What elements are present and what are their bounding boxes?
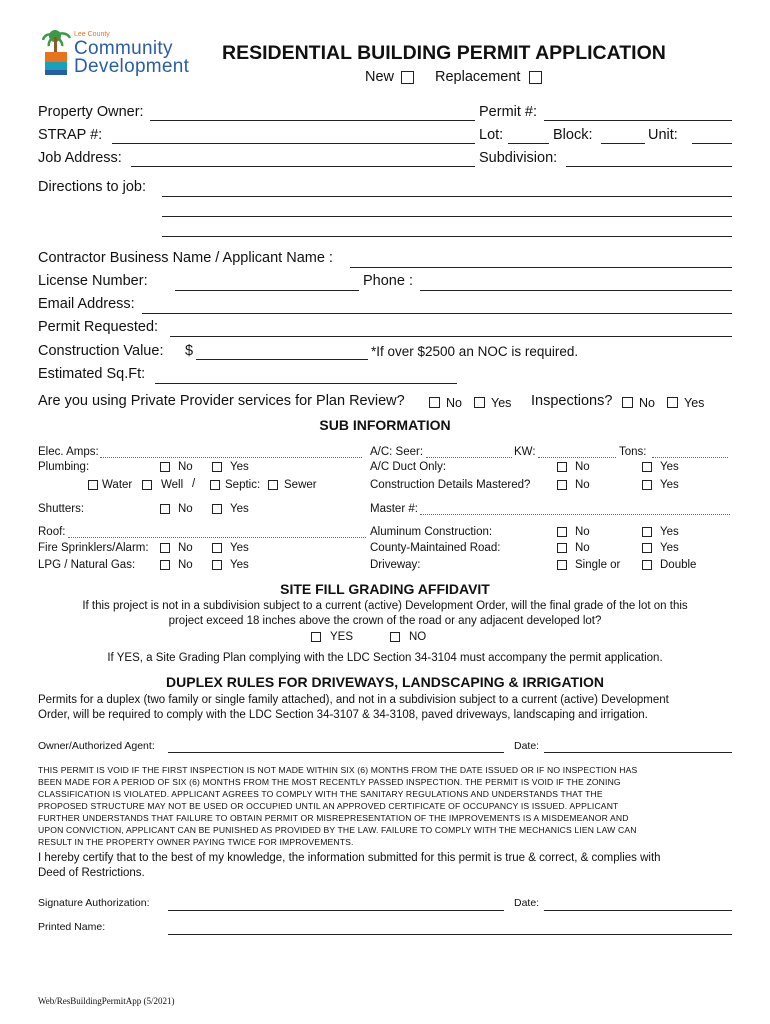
permit-void-notice xyxy=(38,764,732,848)
private-provider-question: Are you using Private Provider services for Plan Review? xyxy=(38,393,405,409)
private-provider-no-checkbox[interactable] xyxy=(429,397,440,408)
printed-name-label: Printed Name: xyxy=(38,921,106,933)
signature-field[interactable] xyxy=(168,910,504,911)
contractor-field[interactable] xyxy=(350,267,732,268)
elec-amps-field[interactable] xyxy=(100,457,362,458)
shutters-yes-checkbox[interactable] xyxy=(212,504,222,514)
site-fill-yes-label: YES xyxy=(330,631,354,643)
signature-date-label: Date: xyxy=(514,897,540,909)
well-label: Well xyxy=(161,479,184,491)
county-road-no-checkbox[interactable] xyxy=(557,543,567,553)
tons-label: Tons: xyxy=(619,446,647,458)
certify-line1: I hereby certify that to the best of my knowledge, the information submitted for this permit is true & correct, & complies with xyxy=(38,852,661,864)
contractor-label: Contractor Business Name / Applicant Name : xyxy=(38,250,333,266)
aluminum-no-checkbox[interactable] xyxy=(557,527,567,537)
lee-county-logo xyxy=(40,28,190,78)
notice-line: THIS PERMIT IS VOID IF THE FIRST INSPECTION IS NOT MADE WITHIN SIX (6) MONTHS FROM THE DATE ISSUED OR IF NO INSPECTION HAS xyxy=(38,765,638,775)
site-fill-no-checkbox[interactable] xyxy=(390,632,400,642)
driveway-single-checkbox[interactable] xyxy=(557,560,567,570)
fire-sprinklers-label: Fire Sprinklers/Alarm: xyxy=(38,542,149,554)
footer-form-id: Web/ResBuildingPermitApp (5/2021) xyxy=(38,996,175,1006)
ac-duct-no-checkbox[interactable] xyxy=(557,462,567,472)
roof-label: Roof: xyxy=(38,526,66,538)
replacement-label: Replacement xyxy=(435,69,521,85)
directions-label: Directions to job: xyxy=(38,179,146,195)
shutters-yes-label: Yes xyxy=(230,503,249,515)
private-provider-no-label: No xyxy=(446,396,462,410)
site-fill-heading: SITE FILL GRADING AFFIDAVIT xyxy=(280,581,490,597)
aluminum-label: Aluminum Construction: xyxy=(370,526,493,538)
duplex-line1: Permits for a duplex (two family or single family attached), and not in a subdivision subject to a current (active) Development xyxy=(38,694,669,706)
well-checkbox[interactable] xyxy=(142,480,152,490)
ac-duct-yes-label: Yes xyxy=(660,461,679,473)
unit-label: Unit: xyxy=(648,127,678,143)
notice-line: CLASSIFICATION IS VIOLATED. APPLICANT AGREES TO COMPLY WITH THE SANITARY REGULATIONS AND UNDERSTANDS THAT THE xyxy=(38,789,603,799)
driveway-double-checkbox[interactable] xyxy=(642,560,652,570)
notice-line: RESULT IN THE PROPERTY OWNER PAYING TWICE FOR IMPROVEMENTS. xyxy=(38,837,354,847)
permit-requested-field[interactable] xyxy=(170,336,732,337)
signature-date-field[interactable] xyxy=(544,910,732,911)
driveway-label: Driveway: xyxy=(370,559,421,571)
construction-value-label: Construction Value: xyxy=(38,343,164,359)
dollar-sign: $ xyxy=(185,343,194,359)
ac-seer-label: A/C: Seer: xyxy=(370,446,424,458)
sqft-field[interactable] xyxy=(155,383,457,384)
site-fill-question-line1: If this project is not in a subdivision subject to a current (active) Development Order, will the final grade of the lot on this xyxy=(82,600,688,612)
notice-line: UPON CONVICTION, APPLICANT CAN BE PUNISHED AS PROVIDED BY THE LAW. FAILURE TO COMPLY WITH THE MECHANICS LIEN LAW CAN xyxy=(38,825,637,835)
directions-field-2[interactable] xyxy=(162,216,732,217)
notice-line: BEEN MADE FOR A PERIOD OF SIX (6) MONTHS FROM THE MOST RECENTLY PASSED INSPECTION. THE PERMIT IS VOID IF THE ZONING xyxy=(38,777,621,787)
email-field[interactable] xyxy=(142,313,732,314)
notice-line: PROPOSED STRUCTURE MAY NOT BE USED OR OCCUPIED UNTIL AN APPROVED CERTIFICATE OF OCCUPANCY IS ISSUED. APPLICANT xyxy=(38,801,619,811)
construction-value-field[interactable] xyxy=(196,359,368,360)
construction-details-label: Construction Details Mastered? xyxy=(370,479,531,491)
construction-details-no-checkbox[interactable] xyxy=(557,480,567,490)
page-title: RESIDENTIAL BUILDING PERMIT APPLICATION xyxy=(222,42,666,64)
kw-field[interactable] xyxy=(538,457,616,458)
county-road-yes-label: Yes xyxy=(660,542,679,554)
lpg-label: LPG / Natural Gas: xyxy=(38,559,136,571)
directions-field-1[interactable] xyxy=(162,196,732,197)
block-label: Block: xyxy=(553,127,593,143)
duplex-line2: Order, will be required to comply with the LDC Section 34-3107 & 34-3108, paved driveways, landscaping and irrigation. xyxy=(38,709,648,721)
lpg-no-checkbox[interactable] xyxy=(160,560,170,570)
inspections-no-label: No xyxy=(639,396,655,410)
replacement-checkbox[interactable] xyxy=(529,71,542,84)
directions-field-3[interactable] xyxy=(162,236,732,237)
site-fill-no-label: NO xyxy=(409,631,427,643)
fire-sprinklers-yes-label: Yes xyxy=(230,542,249,554)
construction-details-yes-checkbox[interactable] xyxy=(642,480,652,490)
job-address-label: Job Address: xyxy=(38,150,122,166)
strap-field[interactable] xyxy=(112,143,475,144)
plumbing-yes-label: Yes xyxy=(230,461,249,473)
logo-tag: Lee County xyxy=(74,31,110,38)
lpg-yes-checkbox[interactable] xyxy=(212,560,222,570)
county-road-no-label: No xyxy=(575,542,590,554)
noc-note: *If over $2500 an NOC is required. xyxy=(371,344,579,359)
property-owner-field[interactable] xyxy=(150,120,475,121)
driveway-double-label: Double xyxy=(660,559,697,571)
fire-sprinklers-no-label: No xyxy=(178,542,193,554)
subdivision-field[interactable] xyxy=(566,166,732,167)
subdivision-label: Subdivision: xyxy=(479,150,558,166)
site-fill-yes-checkbox[interactable] xyxy=(311,632,321,642)
fire-sprinklers-no-checkbox[interactable] xyxy=(160,543,170,553)
roof-field[interactable] xyxy=(68,537,366,538)
phone-field[interactable] xyxy=(420,290,732,291)
inspections-yes-checkbox[interactable] xyxy=(667,397,678,408)
kw-label: KW: xyxy=(514,446,536,458)
master-field[interactable] xyxy=(420,514,730,515)
aluminum-no-label: No xyxy=(575,526,590,538)
permit-no-field[interactable] xyxy=(544,120,732,121)
tons-field[interactable] xyxy=(652,457,728,458)
ac-duct-yes-checkbox[interactable] xyxy=(642,462,652,472)
phone-label: Phone : xyxy=(363,273,413,289)
water-label: Water xyxy=(102,479,133,491)
shutters-label: Shutters: xyxy=(38,503,85,515)
inspections-question: Inspections? xyxy=(531,393,613,409)
water-sewer-separator: / xyxy=(192,478,196,490)
site-fill-note: If YES, a Site Grading Plan complying with the LDC Section 34-3104 must accompany the permit application. xyxy=(107,652,663,664)
logo-development: Development xyxy=(74,56,190,77)
notice-line: FURTHER UNDERSTANDS THAT FAILURE TO OBTAIN PERMIT OR MISREPRESENTATION OF THE IMPROVEMENTS IS A MISDEMEANOR AND xyxy=(38,813,629,823)
plumbing-no-checkbox[interactable] xyxy=(160,462,170,472)
lpg-yes-label: Yes xyxy=(230,559,249,571)
certify-line2: Deed of Restrictions. xyxy=(38,867,145,879)
site-fill-question-line2: project exceed 18 inches above the crown of the road or any adjacent developed lot? xyxy=(168,615,602,627)
ac-duct-no-label: No xyxy=(575,461,590,473)
sewer-label: Sewer xyxy=(284,479,317,491)
plumbing-yes-checkbox[interactable] xyxy=(212,462,222,472)
shutters-no-label: No xyxy=(178,503,193,515)
unit-field[interactable] xyxy=(692,143,732,144)
permit-requested-label: Permit Requested: xyxy=(38,319,159,335)
septic-label: Septic: xyxy=(225,479,261,491)
strap-label: STRAP #: xyxy=(38,127,103,143)
lot-field[interactable] xyxy=(508,143,549,144)
inspections-no-checkbox[interactable] xyxy=(622,397,633,408)
construction-details-no-label: No xyxy=(575,479,590,491)
sub-information-heading: SUB INFORMATION xyxy=(319,417,451,433)
ac-seer-field[interactable] xyxy=(426,457,512,458)
new-label: New xyxy=(365,69,395,85)
lpg-no-label: No xyxy=(178,559,193,571)
private-provider-yes-checkbox[interactable] xyxy=(474,397,485,408)
shutters-no-checkbox[interactable] xyxy=(160,504,170,514)
construction-details-yes-label: Yes xyxy=(660,479,679,491)
new-checkbox[interactable] xyxy=(401,71,414,84)
license-label: License Number: xyxy=(38,273,148,289)
aluminum-yes-checkbox[interactable] xyxy=(642,527,652,537)
county-road-yes-checkbox[interactable] xyxy=(642,543,652,553)
sewer-checkbox[interactable] xyxy=(268,480,278,490)
agent-label: Owner/Authorized Agent: xyxy=(38,740,155,752)
printed-name-field[interactable] xyxy=(168,934,732,935)
water-checkbox[interactable] xyxy=(88,480,98,490)
private-provider-yes-label: Yes xyxy=(491,396,512,410)
ac-duct-label: A/C Duct Only: xyxy=(370,461,447,473)
fire-sprinklers-yes-checkbox[interactable] xyxy=(212,543,222,553)
property-owner-label: Property Owner: xyxy=(38,104,144,120)
agent-date-field[interactable] xyxy=(544,752,732,753)
lot-label: Lot: xyxy=(479,127,504,143)
permit-no-label: Permit #: xyxy=(479,104,538,120)
agent-field[interactable] xyxy=(168,752,504,753)
driveway-single-label: Single or xyxy=(575,559,621,571)
logo-community: Community xyxy=(74,38,173,59)
email-label: Email Address: xyxy=(38,296,135,312)
job-address-field[interactable] xyxy=(131,166,475,167)
inspections-yes-label: Yes xyxy=(684,396,705,410)
agent-date-label: Date: xyxy=(514,740,540,752)
county-road-label: County-Maintained Road: xyxy=(370,542,501,554)
plumbing-label: Plumbing: xyxy=(38,461,90,473)
block-field[interactable] xyxy=(601,143,645,144)
signature-label: Signature Authorization: xyxy=(38,897,150,909)
septic-checkbox[interactable] xyxy=(210,480,220,490)
duplex-heading: DUPLEX RULES FOR DRIVEWAYS, LANDSCAPING & IRRIGATION xyxy=(166,674,604,690)
plumbing-no-label: No xyxy=(178,461,193,473)
aluminum-yes-label: Yes xyxy=(660,526,679,538)
palm-tree-icon xyxy=(42,28,72,78)
sqft-label: Estimated Sq.Ft: xyxy=(38,366,146,382)
elec-amps-label: Elec. Amps: xyxy=(38,446,99,458)
license-field[interactable] xyxy=(175,290,359,291)
master-label: Master #: xyxy=(370,503,418,515)
